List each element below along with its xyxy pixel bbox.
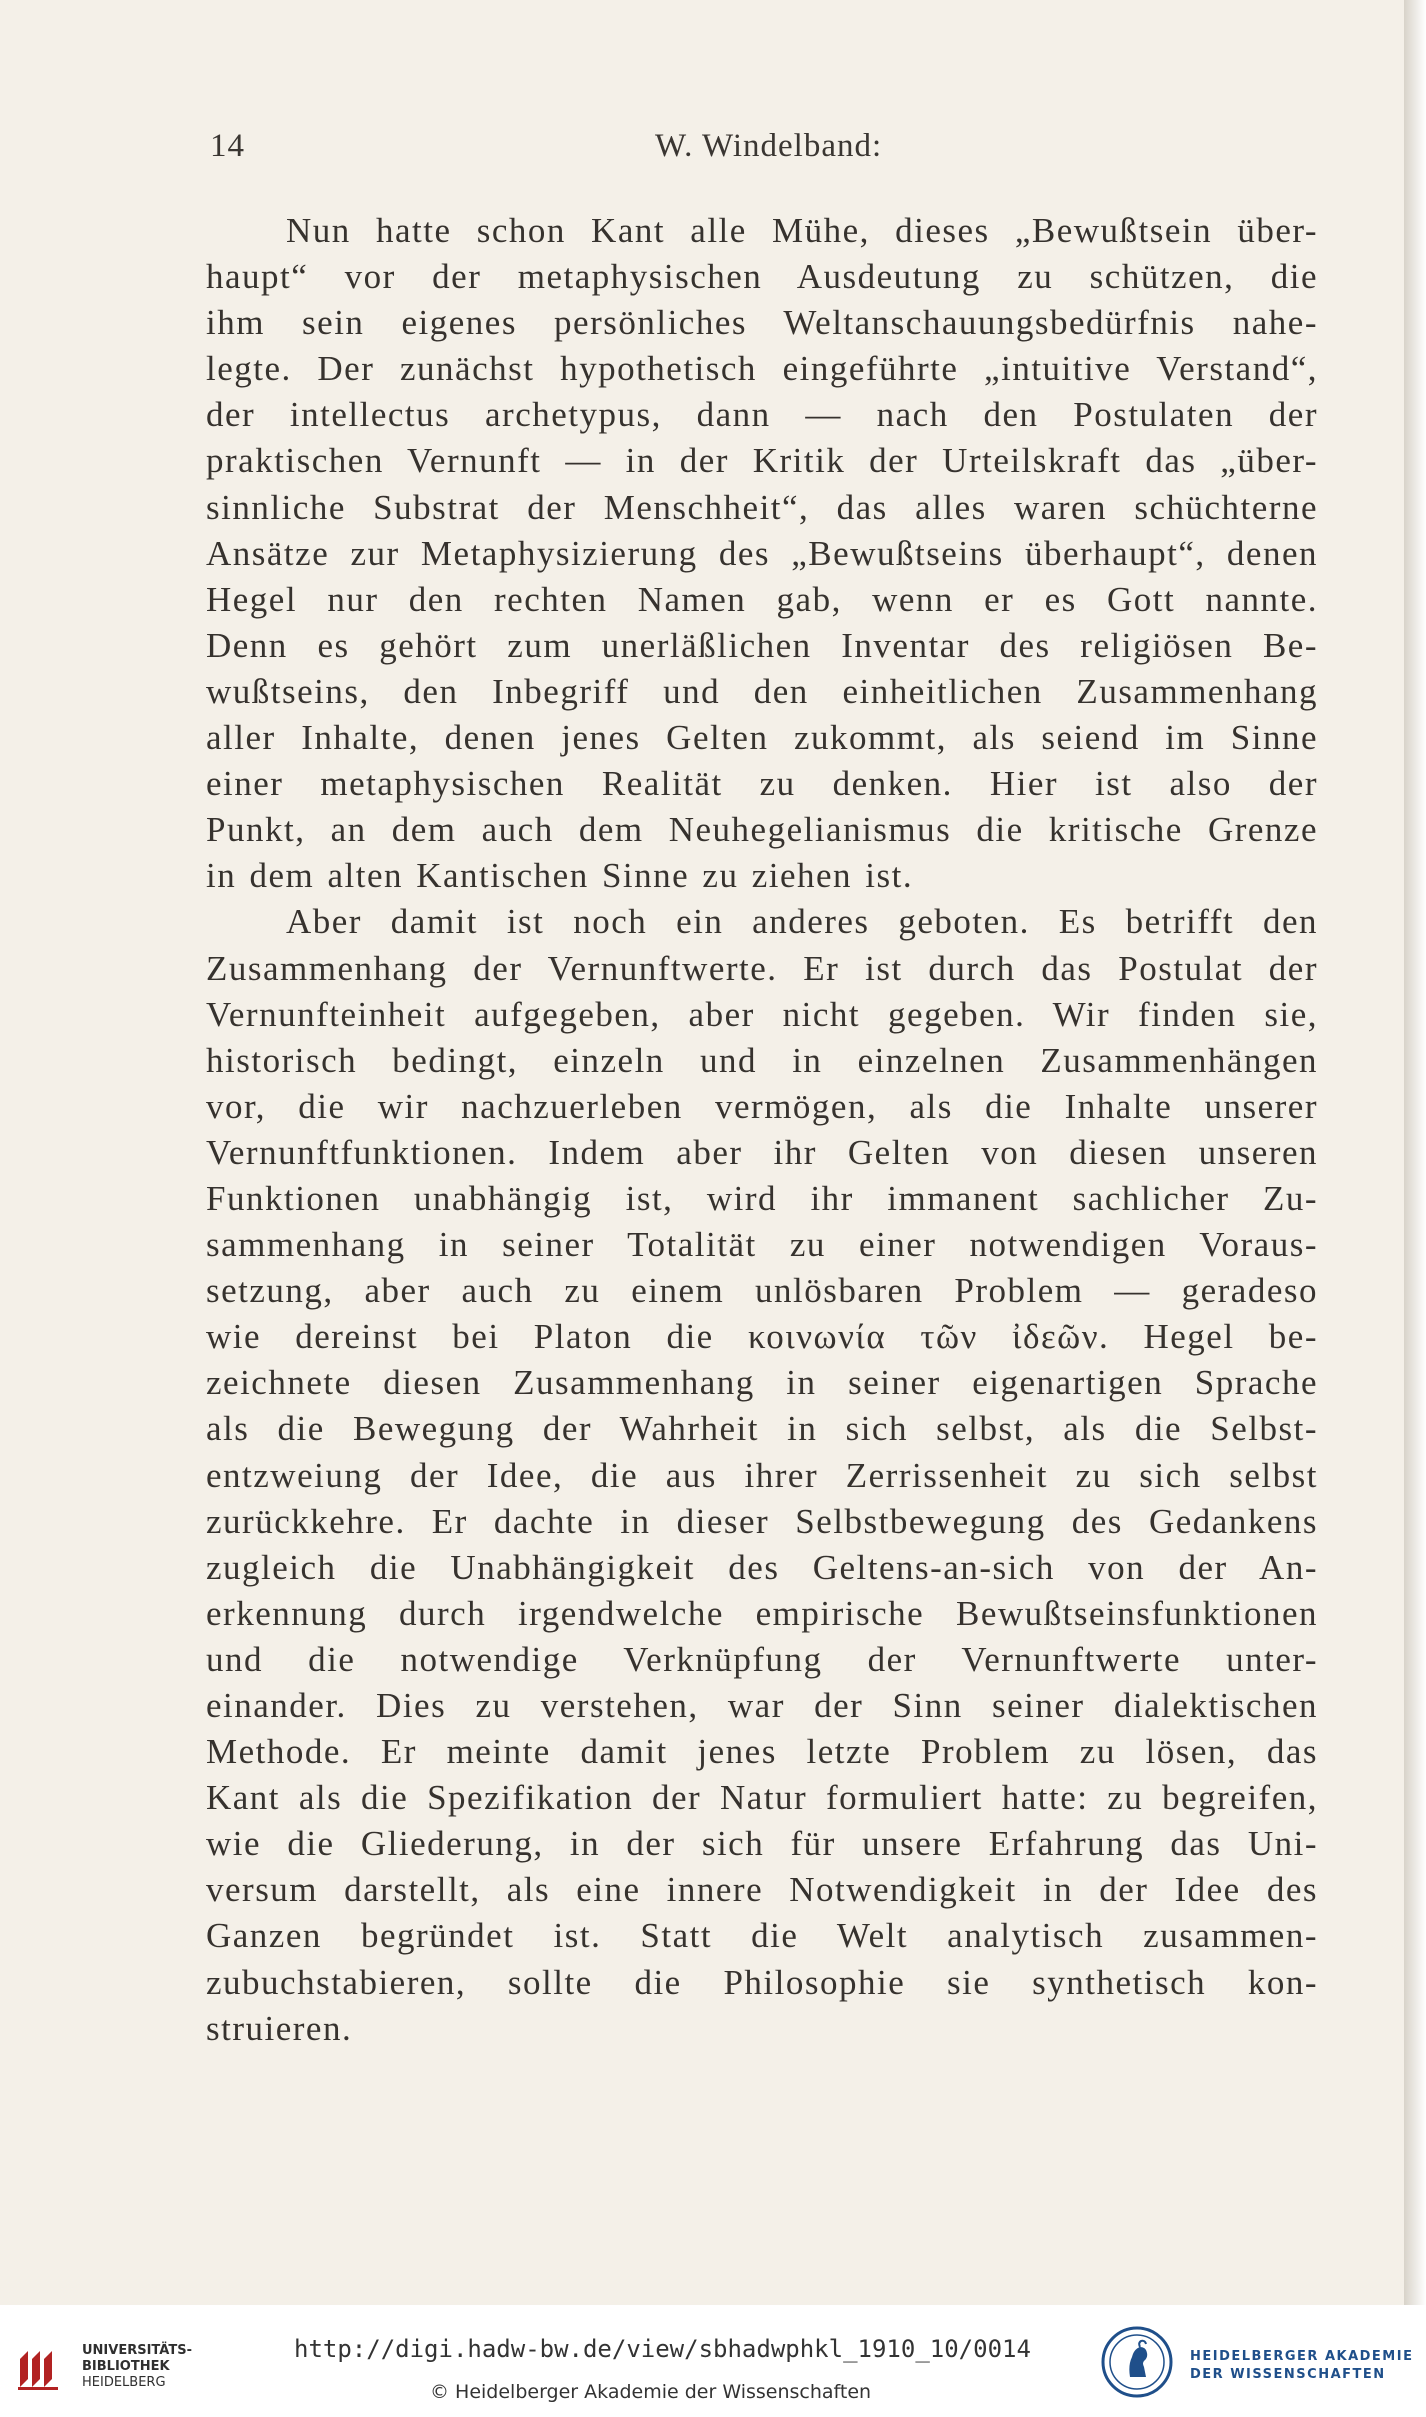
- text-line: Zusammenhang der Vernunftwerte. Er ist durch das Postulat der: [206, 948, 1318, 988]
- text-line: Ansätze zur Metaphysizierung des „Bewußtseins überhaupt“, denen: [206, 533, 1318, 573]
- text-line: Funktionen unabhängig ist, wird ihr immanent sachlicher Zu-: [206, 1178, 1318, 1218]
- permalink-url[interactable]: http://digi.hadw-bw.de/view/sbhadwphkl_1910_10/0014: [294, 2335, 1031, 2363]
- text-line: entzweiung der Idee, die aus ihrer Zerrissenheit zu sich selbst: [206, 1455, 1318, 1495]
- text-line: der intellectus archetypus, dann — nach den Postulaten der: [206, 395, 1318, 435]
- text-line: Kant als die Spezifikation der Natur formuliert hatte: zu begreifen,: [206, 1778, 1318, 1818]
- library-name-line: HEIDELBERG: [82, 2375, 166, 2390]
- academy-name-line: HEIDELBERGER AKADEMIE: [1190, 2349, 1414, 2364]
- text-line: sinnliche Substrat der Menschheit“, das alles waren schüchterne: [206, 487, 1318, 527]
- text-line: zurückkehre. Er dachte in dieser Selbstbewegung des Gedankens: [206, 1501, 1318, 1541]
- footer-bar: [0, 2305, 1426, 2417]
- text-line: struieren.: [206, 2008, 353, 2048]
- text-line: Hegel nur den rechten Namen gab, wenn er es Gott nannte.: [206, 579, 1318, 619]
- text-line: setzung, aber auch zu einem unlösbaren Problem — geradeso: [206, 1271, 1318, 1311]
- text-line: Methode. Er meinte damit jenes letzte Problem zu lösen, das: [206, 1732, 1318, 1772]
- page-edge-shadow: [1404, 0, 1426, 2305]
- text-line: sammenhang in seiner Totalität zu einer notwendigen Voraus-: [206, 1225, 1318, 1265]
- text-line: versum darstellt, als eine innere Notwendigkeit in der Idee des: [206, 1870, 1318, 1910]
- text-line: zeichnete diesen Zusammenhang in seiner eigenartigen Sprache: [206, 1363, 1318, 1403]
- copyright-notice: © Heidelberger Akademie der Wissenschaften: [430, 2381, 872, 2403]
- text-line: Nun hatte schon Kant alle Mühe, dieses „Bewußtsein über-: [286, 211, 1318, 250]
- text-line: zubuchstabieren, sollte die Philosophie sie synthetisch kon-: [206, 1962, 1318, 2002]
- text-line: Ganzen begründet ist. Statt die Welt analytisch zusammen-: [206, 1916, 1318, 1956]
- university-library-name: [82, 2343, 192, 2391]
- text-line: einer metaphysischen Realität zu denken. Hier ist also der: [206, 764, 1318, 804]
- text-line: und die notwendige Verknüpfung der Vernunftwerte unter-: [206, 1639, 1318, 1679]
- page-header: [210, 128, 1310, 178]
- text-line: legte. Der zunächst hypothetisch eingeführte „intuitive Verstand“,: [206, 349, 1318, 389]
- text-line: wie die Gliederung, in der sich für unsere Erfahrung das Uni-: [206, 1824, 1318, 1864]
- library-name-line: BIBLIOTHEK: [82, 2359, 170, 2374]
- text-line: vor, die wir nachzuerleben vermögen, als die Inhalte unserer: [206, 1086, 1318, 1126]
- paragraph: [206, 899, 1318, 2051]
- academy-name: [1190, 2348, 1413, 2384]
- text-line: ihm sein eigenes persönliches Weltanschauungsbedürfnis nahe-: [206, 303, 1318, 343]
- text-line: Aber damit ist noch ein anderes geboten. Es betrifft den: [286, 902, 1318, 942]
- text-line: erkennung durch irgendwelche empirische Bewußtseinsfunktionen: [206, 1593, 1318, 1633]
- text-line: Vernunftfunktionen. Indem aber ihr Gelten von diesen unseren: [206, 1132, 1318, 1172]
- running-head: W. Windelband:: [655, 128, 883, 164]
- paragraph: [206, 208, 1318, 899]
- body-text: [206, 208, 1318, 2052]
- page-number: 14: [210, 128, 245, 164]
- text-line: historisch bedingt, einzeln und in einzelnen Zusammenhängen: [206, 1040, 1318, 1080]
- text-line: zugleich die Unabhängigkeit des Geltens-an-sich von der An-: [206, 1547, 1318, 1587]
- text-line: praktischen Vernunft — in der Kritik der Urteilskraft das „über-: [206, 441, 1318, 481]
- text-line: Denn es gehört zum unerläßlichen Inventar des religiösen Be-: [206, 625, 1318, 665]
- text-line: einander. Dies zu verstehen, war der Sinn seiner dialektischen: [206, 1686, 1318, 1725]
- text-line: in dem alten Kantischen Sinne zu ziehen ist.: [206, 856, 914, 896]
- text-line: Vernunfteinheit aufgegeben, aber nicht gegeben. Wir finden sie,: [206, 994, 1318, 1034]
- academy-seal-icon: [1100, 2325, 1174, 2399]
- text-line: Punkt, an dem auch dem Neuhegelianismus die kritische Grenze: [206, 810, 1318, 850]
- library-name-line: UNIVERSITÄTS-: [82, 2343, 192, 2358]
- university-library-logo-icon: [14, 2343, 64, 2393]
- text-line: als die Bewegung der Wahrheit in sich selbst, als die Selbst-: [206, 1409, 1318, 1449]
- text-line: haupt“ vor der metaphysischen Ausdeutung zu schützen, die: [206, 257, 1318, 297]
- text-line: wie dereinst bei Platon die κοινωνία τῶν ἰδεῶν. Hegel be-: [206, 1317, 1318, 1357]
- text-line: wußtseins, den Inbegriff und den einheitlichen Zusammenhang: [206, 671, 1318, 711]
- text-line: aller Inhalte, denen jenes Gelten zukommt, als seiend im Sinne: [206, 718, 1318, 758]
- academy-name-line: DER WISSENSCHAFTEN: [1190, 2367, 1386, 2382]
